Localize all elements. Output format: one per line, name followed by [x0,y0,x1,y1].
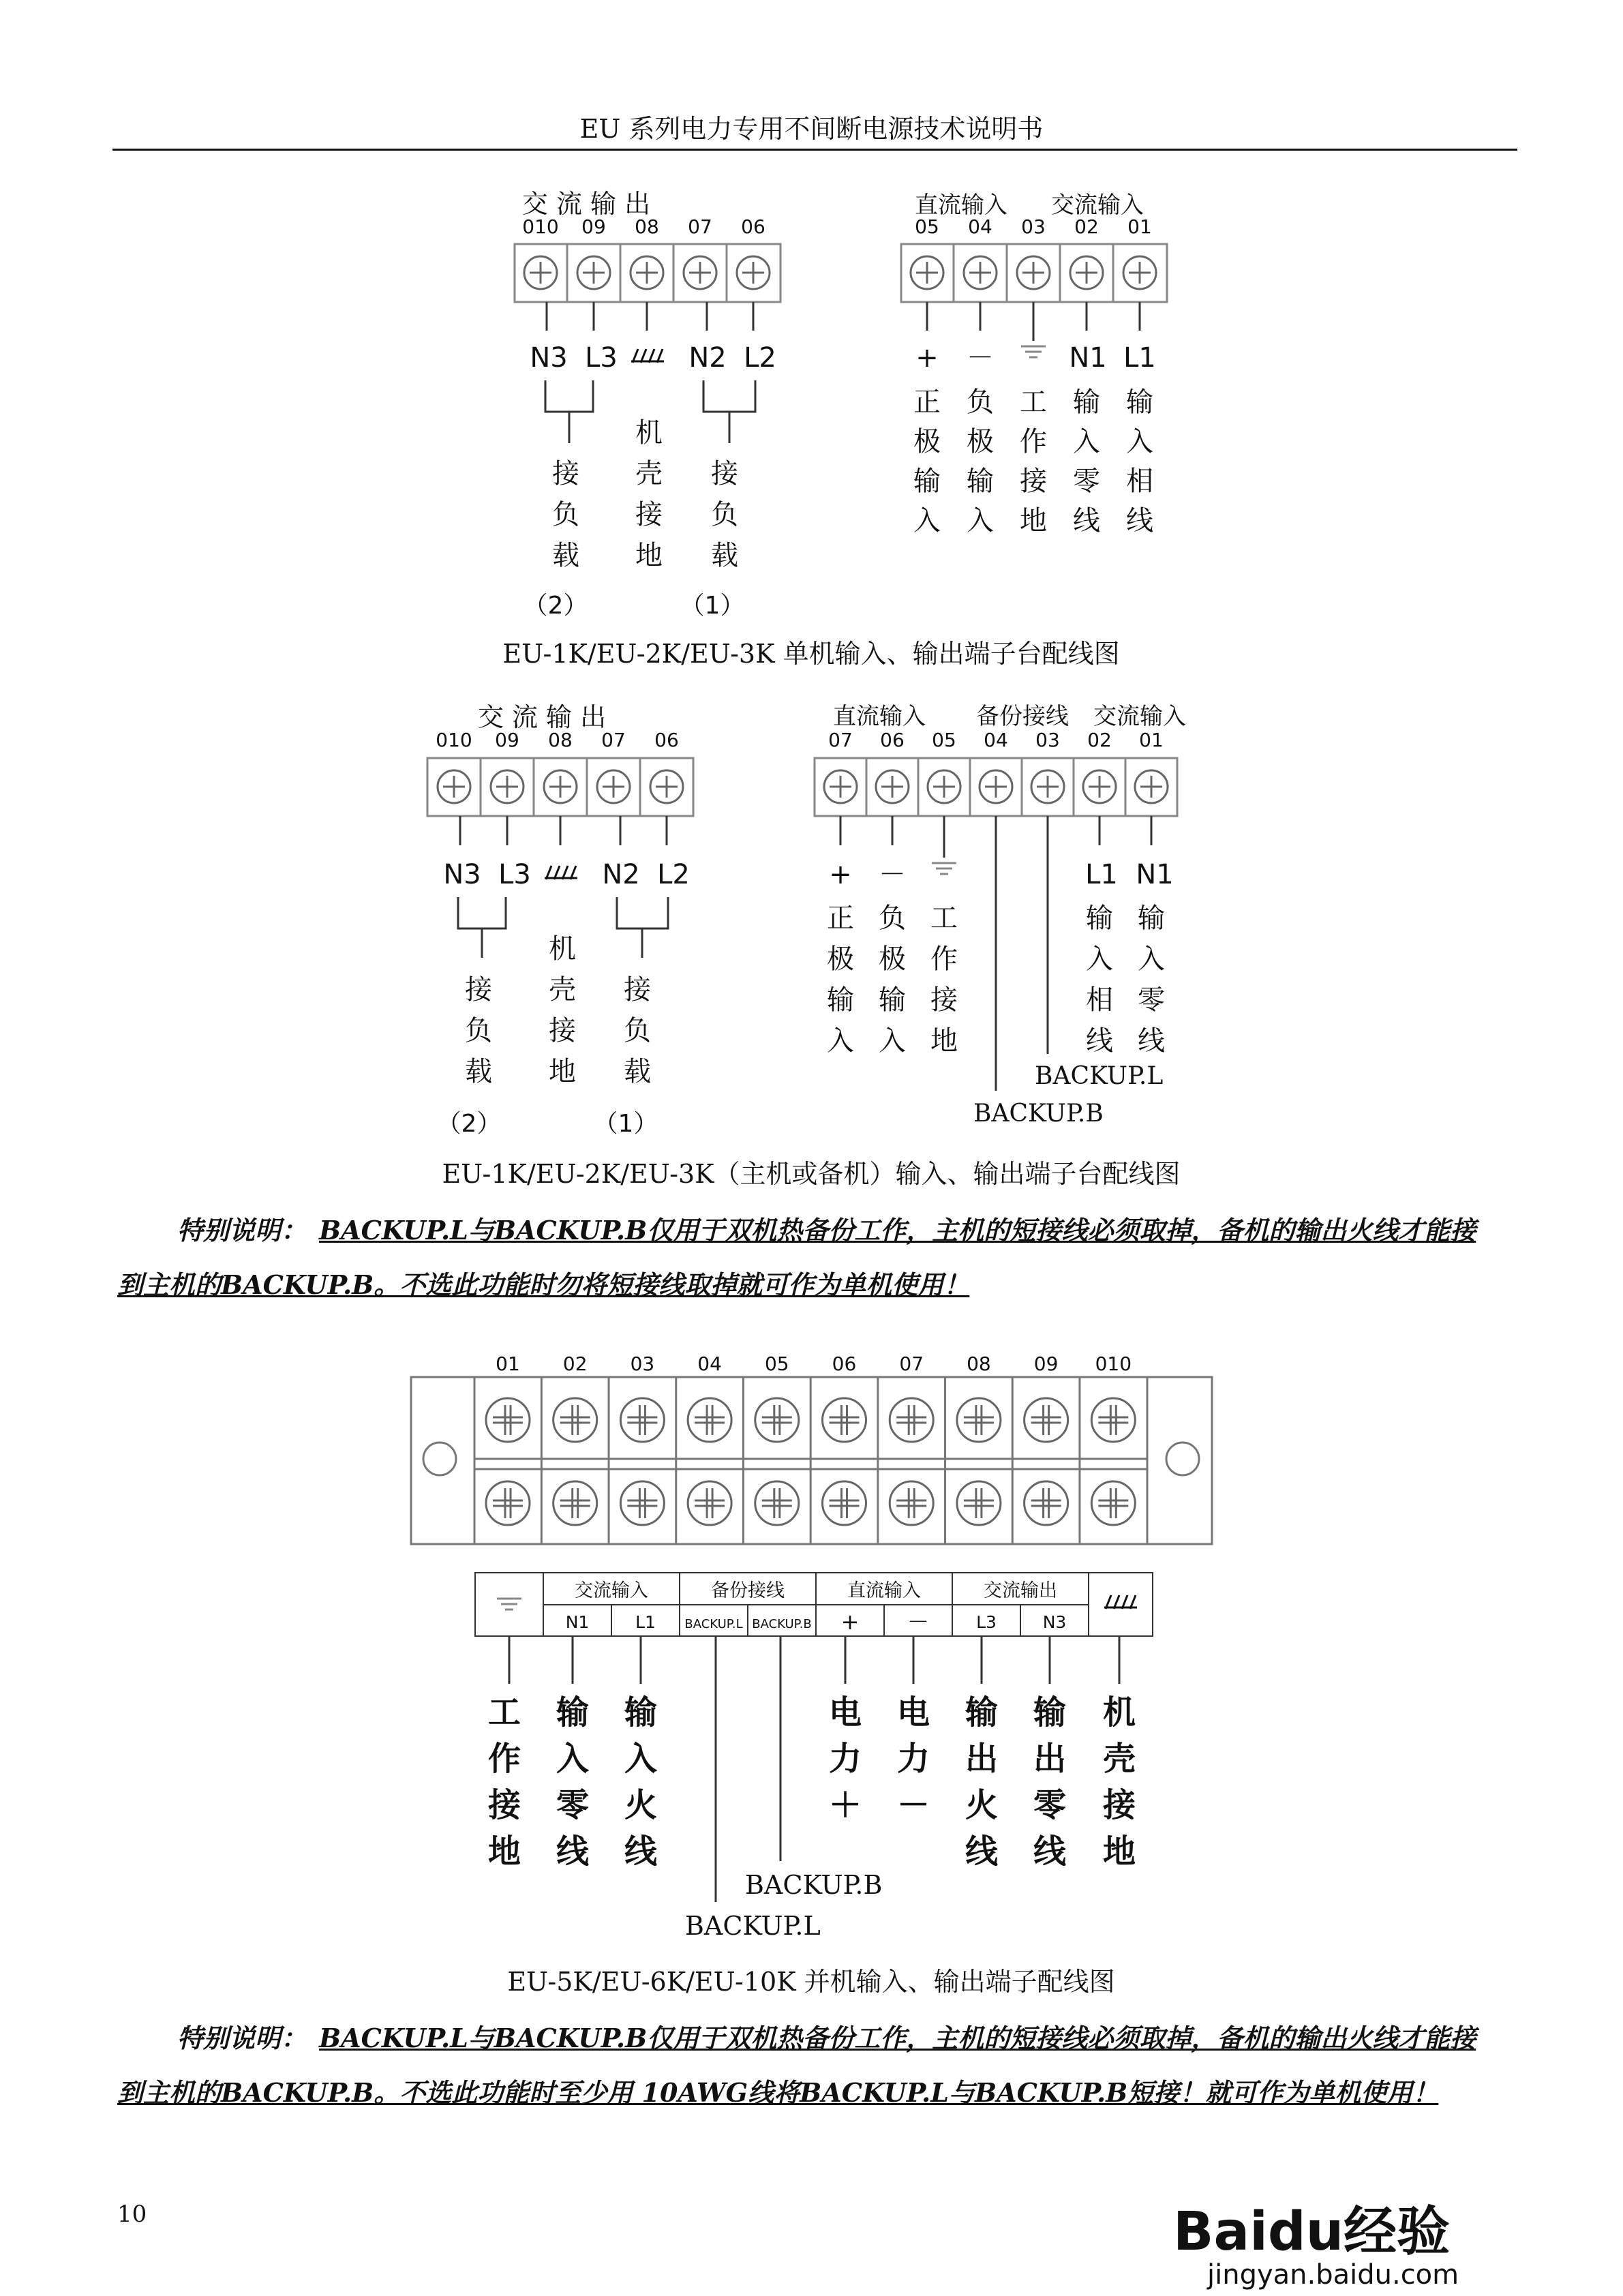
d3-desc-char: 输 [1033,1693,1067,1732]
d2-load1-num: （1） [593,1110,658,1138]
d1-chassis-icon [631,349,664,363]
d1-desc-char: 地 [1020,505,1047,537]
d3-desc-char: 零 [556,1786,590,1824]
d3-mount-hole-right [1166,1442,1199,1475]
svg-text:+: + [840,1609,860,1635]
d3-terminal-number: 01 [496,1353,520,1375]
diagram-1 [515,189,1167,620]
d3-desc-char: 机 [1102,1693,1136,1732]
svg-text:交流输出: 交流输出 [984,1580,1057,1601]
svg-text:L3: L3 [976,1612,997,1632]
note-2-label: 特别说明： [177,2023,307,2053]
d2-desc-char: 相 [1086,984,1113,1016]
d2-desc-char: 正 [827,903,854,934]
d3-desc-char: 入 [556,1740,590,1778]
svg-text:06: 06 [880,729,905,751]
svg-text:07: 07 [828,729,853,751]
d2-desc-char: 线 [1138,1025,1165,1057]
d2-chassis-icon [545,866,577,879]
page-header: EU 系列电力专用不间断电源技术说明书 [579,114,1044,144]
d2-desc-char: 入 [827,1025,854,1057]
svg-text:地: 地 [549,1056,576,1087]
d1-n2: N2 [688,342,727,374]
d3-terminal-number: 07 [899,1353,924,1375]
svg-text:N3: N3 [1042,1612,1067,1632]
d2-desc-char: 输 [1086,903,1113,934]
d1-desc-char: 极 [913,426,941,457]
d1-left-term: 09 [581,215,606,238]
d2-desc-char: 极 [879,943,906,975]
d1-desc-char: 极 [967,426,994,457]
d2-desc-char: 负 [879,903,906,934]
d1-ground-icon [1021,346,1046,357]
d1-desc-char: 线 [1073,505,1100,537]
d2-l2: L2 [657,859,690,890]
d3-backup-l: BACKUP.L [685,1911,821,1941]
d3-desc-char: ＋ [828,1786,862,1824]
svg-text:－: － [879,859,906,890]
d1-screw [684,256,716,289]
d3-terminal-number: 05 [764,1353,789,1375]
d1-chassis-desc-2: 接 [635,499,663,530]
d1-load1-desc-1: 负 [711,499,738,530]
d2-desc-char: 入 [1086,943,1113,975]
note-1 [117,1203,1521,1312]
svg-text:02: 02 [1087,729,1112,751]
page-number: 10 [117,2201,147,2228]
d1-load2-desc-0: 接 [552,458,579,489]
d1-left-term: 07 [688,215,712,238]
d1-caption: EU-1K/EU-2K/EU-3K 单机输入、输出端子台配线图 [502,639,1120,669]
baidu-watermark [1166,2195,1521,2291]
d3-terminal-number: 010 [1095,1353,1132,1375]
d3-desc-char: － [896,1786,930,1824]
d3-terminal-number: 04 [697,1353,722,1375]
d1-load1-desc-2: 载 [711,540,738,571]
d1-l2: L2 [744,342,776,374]
d1-desc-char: 输 [913,466,941,497]
d2-l3: L3 [498,859,531,890]
d3-desc-char: 线 [624,1832,658,1871]
d2-n2: N2 [602,859,640,890]
d3-terminal-number: 03 [630,1353,655,1375]
note-2 [117,2011,1521,2120]
d3-screw [890,1398,933,1442]
d2-ac-in-title: 交流输入 [1093,703,1186,730]
d3-desc-char: 入 [624,1740,658,1778]
d1-screw [631,256,663,289]
svg-text:机: 机 [549,933,576,965]
d1-right-term: 05 [915,215,939,238]
d1-desc-char: 负 [967,387,994,418]
d1-dc-in-title: 直流输入 [915,192,1007,219]
svg-text:05: 05 [932,729,956,751]
d3-ground-icon [497,1599,521,1610]
d3-screw [755,1398,799,1442]
d3-terminal-number: 08 [967,1353,991,1375]
d1-desc-char: 零 [1073,466,1100,497]
d3-screw [890,1481,933,1525]
note-2-text-b: 到主机的BACKUP.B。不选此功能时至少用 10AWG线将BACKUP.L与BACKUP.B短接！就可作为单机使用！ [117,2077,1439,2108]
d1-ac-in-title: 交流输入 [1051,192,1144,219]
d1-load2-num: （2） [523,592,588,620]
d1-l1: L1 [1123,342,1156,374]
d1-desc-char: 正 [913,387,941,418]
d1-desc-char: 入 [1073,426,1100,457]
d3-desc-char: 输 [624,1693,658,1732]
svg-text:BACKUP.L: BACKUP.L [684,1617,743,1631]
d3-desc-char: 火 [624,1786,658,1824]
d1-right-term: 02 [1074,215,1099,238]
d2-backup-l: BACKUP.L [1035,1062,1164,1090]
d3-desc-char: 零 [1033,1786,1067,1824]
d3-screw [823,1398,866,1442]
d3-desc-char: 力 [896,1740,930,1778]
svg-text:接: 接 [624,974,651,1006]
d3-descriptions [488,1693,1136,1871]
d3-screw [1025,1481,1068,1525]
d3-screw [1025,1398,1068,1442]
svg-text:接: 接 [465,974,492,1006]
d2-desc-char: 接 [930,984,958,1016]
d1-ac-out-title: 交 流 输 出 [521,189,651,219]
d1-load2-desc-1: 负 [552,499,579,530]
note-1-label: 特别说明： [177,1215,307,1245]
d3-terminal-number: 09 [1033,1353,1059,1375]
d1-chassis-desc-3: 地 [635,540,663,571]
d1-chassis-desc-1: 壳 [635,458,663,489]
d3-desc-char: 火 [965,1786,999,1824]
svg-text:负: 负 [465,1015,492,1046]
d2-desc-char: 线 [1086,1025,1113,1057]
d2-desc-char: 工 [930,903,958,934]
d2-left-term: 010 [436,729,472,751]
svg-text:交流输入: 交流输入 [575,1580,648,1601]
d2-left-term: 08 [548,729,573,751]
d3-desc-char: 出 [965,1740,999,1778]
d3-screw [957,1398,1001,1442]
d1-desc-char: 相 [1126,466,1153,497]
svg-text:壳: 壳 [549,974,576,1006]
d1-desc-char: 工 [1020,387,1047,418]
svg-text:直流输入: 直流输入 [847,1580,921,1601]
d2-load2-num: （2） [436,1110,502,1138]
d1-right-term: 01 [1127,215,1152,238]
d3-desc-char: 输 [556,1693,590,1732]
d3-desc-char: 力 [828,1740,862,1778]
d2-desc-char: 输 [1138,903,1165,934]
d3-backup-b: BACKUP.B [745,1870,883,1900]
d2-desc-char: 零 [1138,984,1165,1016]
diagram-2 [427,702,1186,1138]
d1-right-descriptions [913,387,1153,537]
d3-screw [486,1481,530,1525]
d1-desc-char: 线 [1126,505,1153,537]
d3-desc-char: 作 [487,1740,521,1778]
svg-text:N1: N1 [565,1612,590,1632]
d3-screw [620,1481,664,1525]
d3-screw [553,1481,597,1525]
d2-ac-out-title: 交 流 输 出 [477,702,607,732]
d1-left-term: 010 [522,215,559,238]
svg-text:备份接线: 备份接线 [711,1580,785,1601]
d3-desc-char: 电 [828,1693,862,1732]
d3-desc-char: 出 [1033,1740,1067,1778]
d3-desc-char: 地 [487,1832,521,1871]
d1-right-term: 04 [968,215,992,238]
d2-backup-b: BACKUP.B [973,1100,1104,1128]
d3-screw [1091,1398,1135,1442]
d2-left-term: 09 [495,729,519,751]
d1-left-term: 08 [635,215,659,238]
d1-chassis-desc-0: 机 [635,417,663,449]
svg-text:L1: L1 [1085,859,1118,890]
svg-text:载: 载 [624,1056,651,1087]
d3-screw [1091,1481,1135,1525]
svg-text:N1: N1 [1136,859,1174,890]
svg-text:BACKUP.B: BACKUP.B [752,1617,812,1631]
d1-n3: N3 [530,342,568,374]
watermark-brand: Baidu经验 [1173,2201,1451,2263]
d3-desc-char: 线 [556,1832,590,1871]
watermark-url: jingyan.baidu.com [1207,2259,1459,2291]
d1-right-term: 03 [1021,215,1046,238]
d1-load1-desc-0: 接 [711,458,738,489]
d1-n1: N1 [1069,342,1107,374]
d3-desc-char: 输 [965,1693,999,1732]
note-1-text-a: BACKUP.L与BACKUP.B仅用于双机热备份工作，主机的短接线必须取掉，备机的输出火线才能接 [319,1215,1476,1245]
d1-load2-desc-2: 载 [552,540,579,571]
d3-desc-char: 壳 [1102,1740,1136,1778]
d2-desc-char: 输 [879,984,906,1016]
d2-left-term: 07 [601,729,626,751]
d1-desc-char: 入 [967,505,994,537]
d3-screw [620,1398,664,1442]
d2-left-term: 06 [654,729,679,751]
d3-screw [823,1481,866,1525]
d2-n3: N3 [443,859,481,890]
d3-screw [486,1398,530,1442]
d3-desc-char: 线 [1033,1832,1067,1871]
d1-desc-char: 输 [967,466,994,497]
d1-desc-char: 作 [1020,426,1047,457]
d1-load1-num: （1） [680,592,745,620]
note-2-text-a: BACKUP.L与BACKUP.B仅用于双机热备份工作，主机的短接线必须取掉，备机的输出火线才能接 [319,2023,1476,2053]
d2-desc-char: 极 [827,943,854,975]
svg-text:01: 01 [1139,729,1164,751]
d3-screw [688,1481,731,1525]
d1-screw [737,256,770,289]
d3-desc-char: 接 [487,1786,521,1824]
d2-desc-char: 入 [879,1025,906,1057]
d1-l3: L3 [585,342,618,374]
d2-desc-char: 输 [827,984,854,1016]
d3-desc-char: 接 [1102,1786,1136,1824]
d3-screw [957,1481,1001,1525]
d3-mount-hole-left [423,1442,456,1475]
d3-screw [755,1481,799,1525]
diagram-3 [411,1353,1212,1941]
d2-desc-char: 作 [930,943,958,975]
d1-minus: － [967,342,994,374]
d3-screw [553,1398,597,1442]
svg-text:－: － [907,1609,930,1635]
d2-dc-in-title: 直流输入 [833,703,926,730]
d2-backup-title: 备份接线 [976,703,1069,730]
d3-desc-char: 地 [1102,1832,1136,1871]
d1-desc-char: 接 [1020,466,1047,497]
d1-plus: + [915,342,939,374]
d3-desc-char: 线 [965,1832,999,1871]
d3-caption: EU-5K/EU-6K/EU-10K 并机输入、输出端子配线图 [507,1967,1115,1997]
svg-text:+: + [829,859,852,890]
note-1-text-b: 到主机的BACKUP.B。不选此功能时勿将短接线取掉就可作为单机使用！ [117,1269,970,1300]
d1-screw [577,256,610,289]
d3-desc-char: 工 [487,1693,521,1732]
d1-desc-char: 入 [913,505,941,537]
d3-terminal-number: 06 [832,1353,857,1375]
svg-text:载: 载 [465,1056,492,1087]
d1-desc-char: 入 [1126,426,1153,457]
svg-text:L1: L1 [635,1612,656,1632]
d1-left-term: 06 [741,215,765,238]
svg-text:03: 03 [1035,729,1060,751]
svg-text:接: 接 [549,1015,576,1046]
d3-desc-char: 电 [896,1693,930,1732]
d3-chassis-icon [1104,1595,1137,1609]
d3-screw [688,1398,731,1442]
d2-desc-char: 地 [930,1025,958,1057]
d1-desc-char: 输 [1126,387,1153,418]
svg-text:04: 04 [984,729,1008,751]
d2-desc-char: 入 [1138,943,1165,975]
d2-caption: EU-1K/EU-2K/EU-3K（主机或备机）输入、输出端子台配线图 [442,1159,1181,1189]
svg-text:负: 负 [624,1015,651,1046]
d1-screw [524,256,557,289]
d1-desc-char: 输 [1073,387,1100,418]
d3-terminal-number: 02 [562,1353,588,1375]
